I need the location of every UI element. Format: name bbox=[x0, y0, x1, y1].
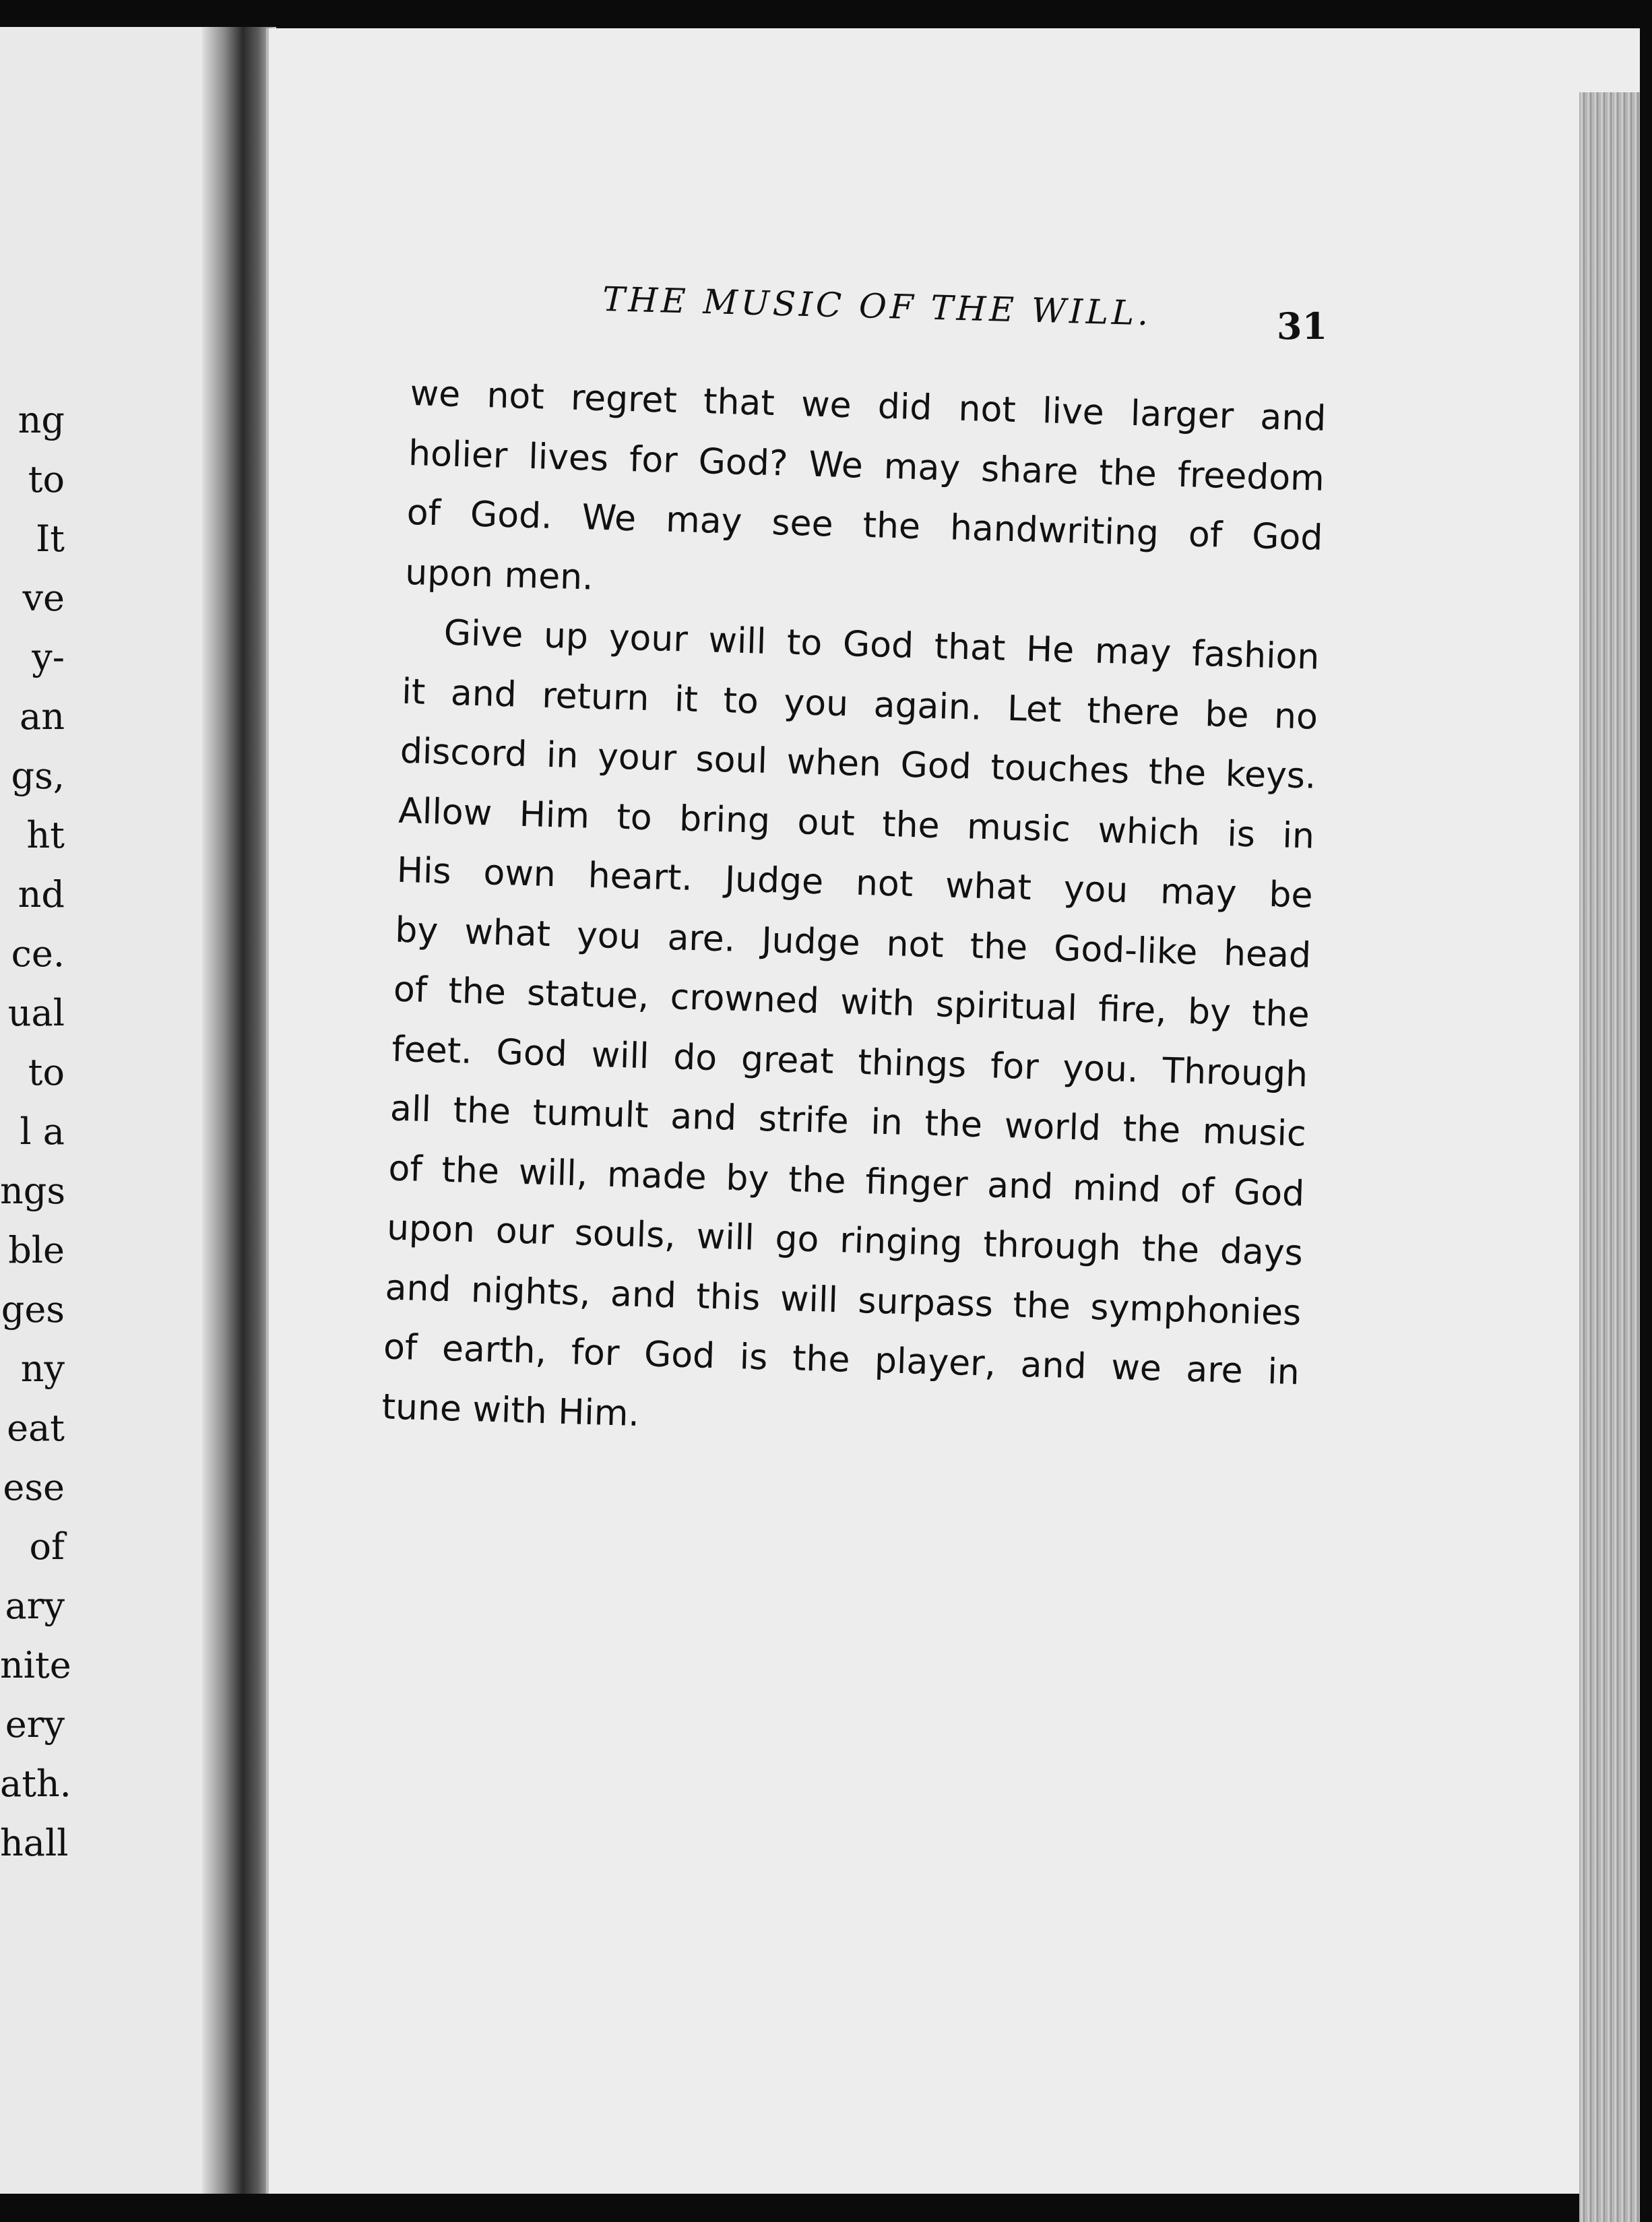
text-line: discord in your soul when God touches the keys. bbox=[400, 730, 1317, 797]
left-page-line: It bbox=[35, 517, 65, 560]
left-page-line: ny bbox=[20, 1347, 65, 1390]
left-page-line: eat bbox=[7, 1407, 65, 1449]
left-page-line: ary bbox=[5, 1585, 65, 1627]
text-line: all the tumult and strife in the world the music bbox=[389, 1088, 1307, 1155]
text-line: of the will, made by the finger and mind of God bbox=[387, 1148, 1305, 1214]
left-page-line: gs, bbox=[11, 755, 65, 797]
left-page-line: hall bbox=[0, 1822, 69, 1864]
text-line: upon men. bbox=[404, 552, 594, 598]
left-page-line: ges bbox=[1, 1288, 65, 1331]
left-page-line: to bbox=[28, 458, 65, 501]
left-page-line: ce. bbox=[11, 932, 65, 975]
left-page-line: ese bbox=[3, 1466, 65, 1509]
left-page-line: ath. bbox=[0, 1763, 71, 1805]
left-page-line: ual bbox=[7, 992, 65, 1034]
text-line: holier lives for God? We may share the freedom bbox=[408, 433, 1325, 499]
text-line: of God. We may see the handwriting of God bbox=[406, 492, 1324, 559]
left-page-line: an bbox=[20, 695, 65, 738]
text-line: tune with Him. bbox=[381, 1386, 640, 1434]
text-line: Give up your will to God that He may fashion bbox=[443, 612, 1321, 678]
text-line: Allow Him to bring out the music which is in bbox=[398, 790, 1315, 857]
left-page-line: nd bbox=[18, 873, 65, 916]
paragraph bbox=[381, 602, 1321, 1462]
left-page-line: y- bbox=[32, 636, 65, 678]
text-line: of earth, for God is the player, and we are in bbox=[383, 1327, 1300, 1393]
text-line: His own heart. Judge not what you may be bbox=[396, 850, 1314, 916]
page-edge-stack bbox=[1579, 92, 1640, 2222]
left-page-line: to bbox=[28, 1051, 65, 1093]
page-number: 31 bbox=[1277, 305, 1328, 348]
left-page-line: ery bbox=[5, 1703, 65, 1746]
left-page-line: ve bbox=[22, 577, 65, 619]
left-page-line: ng bbox=[18, 399, 65, 441]
text-line: of the statue, crowned with spiritual fire, by the bbox=[393, 969, 1310, 1036]
text-line: we not regret that we did not live larger and bbox=[409, 373, 1327, 439]
left-page-line: nite bbox=[0, 1644, 71, 1686]
page-body-text bbox=[381, 364, 1327, 1462]
left-page-line: of bbox=[29, 1525, 65, 1568]
running-head: THE MUSIC OF THE WILL. bbox=[602, 280, 1152, 334]
left-page-line: l a bbox=[20, 1110, 65, 1153]
text-line: feet. God will do great things for you. Through bbox=[391, 1029, 1308, 1096]
left-page-text-fragments bbox=[0, 391, 71, 1873]
left-page-line: ht bbox=[26, 814, 65, 856]
binding-gutter bbox=[202, 27, 276, 2194]
text-line: it and return it to you again. Let there be no bbox=[401, 671, 1319, 738]
text-line: by what you are. Judge not the God-like head bbox=[394, 910, 1312, 976]
paragraph bbox=[404, 364, 1327, 628]
left-page-line: ngs bbox=[0, 1170, 66, 1212]
text-line: and nights, and this will surpass the symphonies bbox=[384, 1267, 1302, 1333]
left-page-line: ble bbox=[8, 1229, 65, 1271]
text-line: upon our souls, will go ringing through the days bbox=[386, 1207, 1304, 1274]
